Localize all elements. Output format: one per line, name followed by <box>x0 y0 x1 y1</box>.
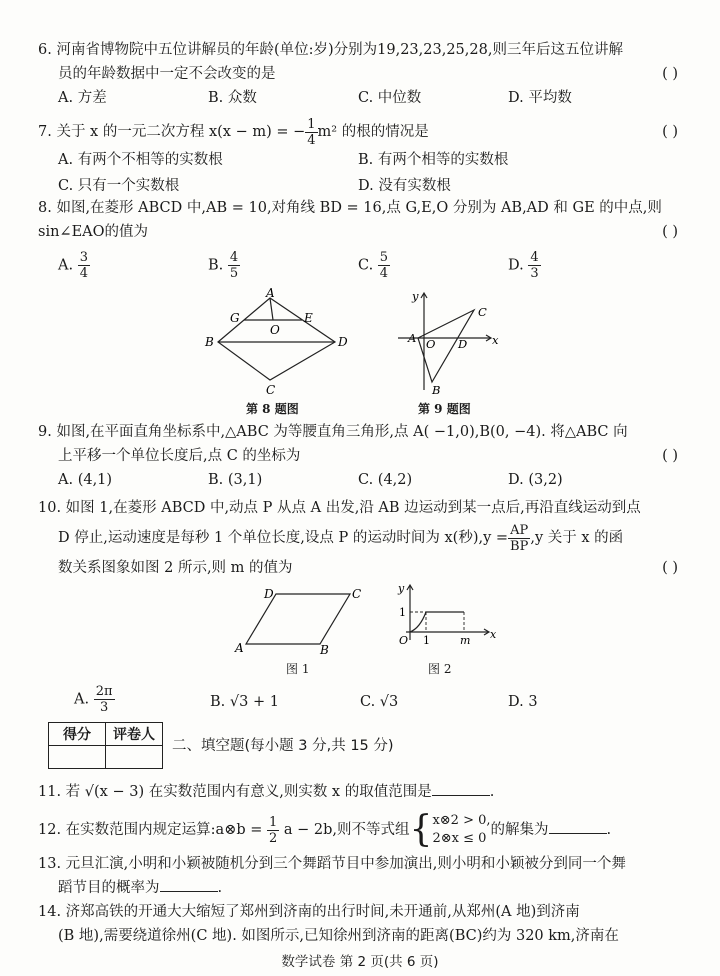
figure-8-caption: 第 8 题图 <box>246 402 299 416</box>
q6-options <box>38 86 678 112</box>
q10-line2-post: ,y 关于 x 的函 <box>530 530 624 546</box>
option-d: D. 平均数 <box>508 90 572 106</box>
option-c: C. 中位数 <box>358 90 422 106</box>
label-d: D <box>338 335 348 349</box>
figure-10-2-graph <box>388 580 498 656</box>
question-14 <box>38 900 678 948</box>
rhombus-abcd <box>246 594 350 644</box>
option-b: B. 众数 <box>208 90 257 106</box>
q7-options-row2 <box>38 174 678 196</box>
segment-ao <box>270 298 273 320</box>
q9-line1: 9. 如图,在平面直角坐标系中,△ABC 为等腰直角三角形,点 A( −1,0),B(0, −4). 将△ABC 向 <box>38 424 628 440</box>
answer-paren: ( ) <box>662 224 678 240</box>
q10-line2-pre: D 停止,运动速度是每秒 1 个单位长度,设点 P 的运动时间为 x(秒),y = <box>58 530 509 546</box>
option-c: C. (4,2) <box>358 472 413 488</box>
label-b: B <box>205 335 214 349</box>
q13-line2: 蹈节目的概率为 <box>58 880 160 896</box>
option-a: A. 方差 <box>58 90 107 106</box>
label-d: D <box>458 337 468 351</box>
answer-blank[interactable] <box>160 877 218 892</box>
q7-text-post: m² 的根的情况是 <box>317 124 429 140</box>
q12-fraction: $\frac{1}{2}$ <box>269 814 278 846</box>
label-c: C <box>352 587 362 601</box>
q10-line1: 10. 如图 1,在菱形 ABCD 中,动点 P 从点 A 出发,沿 AB 边运动到某一点后,再沿直线运动到点 <box>38 500 641 516</box>
q9-line2: 上平移一个单位长度后,点 C 的坐标为 <box>58 448 301 464</box>
question-7 <box>38 116 678 196</box>
q10-options <box>38 680 678 716</box>
label-a: A <box>408 331 417 345</box>
option-b: B. √3 + 1 <box>210 694 279 710</box>
section-2-title: 二、填空题(每小题 3 分,共 15 分) <box>172 738 394 754</box>
page-footer: 数学试卷 第 2 页(共 6 页) <box>281 954 439 970</box>
label-c: C <box>266 383 276 396</box>
label-a: A <box>266 288 275 300</box>
question-11: 11. 若 √(x − 3) 在实数范围内有意义,则实数 x 的取值范围是 . <box>38 780 678 804</box>
q6-line2: 员的年龄数据中一定不会改变的是 <box>58 66 276 82</box>
label-o: O <box>426 337 436 351</box>
q12-text-post: 的解集为 <box>490 822 549 838</box>
score-header: 得分 <box>49 723 106 746</box>
figure-8-rhombus <box>200 288 350 396</box>
label-y: y <box>412 289 419 303</box>
q10-line3: 数关系图象如图 2 所示,则 m 的值为 <box>58 560 293 576</box>
q8-line2: sin∠EAO的值为 <box>38 224 149 240</box>
figure-10-2-caption: 图 2 <box>428 662 452 676</box>
label-o: O <box>270 323 280 337</box>
question-9 <box>38 420 678 494</box>
label-b: B <box>432 383 441 397</box>
answer-paren: ( ) <box>662 124 678 140</box>
figure-9-coordinate-triangle <box>394 286 504 398</box>
q7-fraction: $\frac{1}{4}$ <box>307 116 316 148</box>
label-one-x: 1 <box>423 634 430 647</box>
label-a: A <box>235 641 244 655</box>
label-c: C <box>478 305 487 319</box>
answer-paren: ( ) <box>662 66 678 82</box>
label-b: B <box>320 643 329 656</box>
score-table <box>48 722 163 769</box>
question-6 <box>38 38 678 112</box>
option-a: A. $\frac{3}{4}$ <box>58 250 88 281</box>
answer-blank[interactable] <box>432 781 490 796</box>
label-x: x <box>492 333 499 347</box>
q7-options-row1 <box>38 148 678 174</box>
option-b: B. 有两个相等的实数根 <box>358 152 509 168</box>
option-d: D. (3,2) <box>508 472 563 488</box>
option-c: C. √3 <box>360 694 399 710</box>
q8-options <box>38 244 678 284</box>
label-e: E <box>304 311 313 325</box>
q6-line1: 6. 河南省博物院中五位讲解员的年龄(单位:岁)分别为19,23,23,25,28,则三年后这五位讲解 <box>38 42 623 58</box>
option-b: B. $\frac{4}{5}$ <box>208 250 239 281</box>
q13-line1: 13. 元旦汇演,小明和小颖被随机分到三个舞蹈节目中参加演出,则小明和小颖被分到同一个舞 <box>38 856 626 872</box>
q8-line1: 8. 如图,在菱形 ABCD 中,AB = 10,对角线 BD = 16,点 G,E,O 分别为 AB,AD 和 GE 的中点,则 <box>38 200 662 216</box>
answer-paren: ( ) <box>662 560 678 576</box>
score-cell[interactable] <box>49 746 106 769</box>
question-8 <box>38 196 678 284</box>
answer-blank[interactable] <box>549 819 607 834</box>
brace: { <box>409 809 433 850</box>
q10-fraction: $\frac{AP}{BP}$ <box>510 522 529 554</box>
inequality-system: x⊗2 > 0, 2⊗x ≤ 0 <box>432 813 491 846</box>
option-b: B. (3,1) <box>208 472 263 488</box>
option-d: D. $\frac{4}{3}$ <box>508 250 539 281</box>
option-a: A. $\frac{2\pi}{3}$ <box>74 684 113 715</box>
grader-cell[interactable] <box>106 746 163 769</box>
q12-text-pre: 12. 在实数范围内规定运算:a⊗b = <box>38 822 263 838</box>
label-o: O <box>399 634 409 647</box>
option-c: C. 只有一个实数根 <box>58 178 180 194</box>
question-12: 12. 在实数范围内规定运算:a⊗b = $\frac{1}{2}$ a − 2b,则不等式组{ x⊗2 > 0, 2⊗x ≤ 0 的解集为 . <box>38 809 612 850</box>
q14-line2: (B 地),需要绕道徐州(C 地). 如图所示,已知徐州到济南的距离(BC)约为 320 km,济南在 <box>58 928 619 944</box>
label-d: D <box>264 587 274 601</box>
q7-text-pre: 7. 关于 x 的一元二次方程 x(x − m) = − <box>38 124 306 140</box>
option-d: D. 没有实数根 <box>358 178 451 194</box>
q11-text: 11. 若 √(x − 3) 在实数范围内有意义,则实数 x 的取值范围是 <box>38 784 432 800</box>
label-y: y <box>398 582 405 595</box>
question-13: 13. 元旦汇演,小明和小颖被随机分到三个舞蹈节目中参加演出,则小明和小颖被分到同一个舞 蹈节目的概率为 . <box>38 856 626 896</box>
question-10 <box>38 496 678 580</box>
label-x: x <box>490 628 497 641</box>
option-a: A. 有两个不相等的实数根 <box>58 152 223 168</box>
label-m: m <box>460 634 471 647</box>
figure-10-1-rhombus <box>232 586 362 656</box>
graph-curve <box>410 612 426 632</box>
q9-options <box>38 468 678 494</box>
label-g: G <box>230 311 240 325</box>
option-c: C. $\frac{5}{4}$ <box>358 250 389 281</box>
q12-text-mid: a − 2b,则不等式组 <box>283 822 410 838</box>
q14-line1: 14. 济郑高铁的开通大大缩短了郑州到济南的出行时间,未开通前,从郑州(A 地)到济南 <box>38 904 580 920</box>
option-a: A. (4,1) <box>58 472 113 488</box>
figure-10-1-caption: 图 1 <box>286 662 310 676</box>
answer-paren: ( ) <box>662 448 678 464</box>
grader-header: 评卷人 <box>106 723 163 746</box>
option-d: D. 3 <box>508 694 538 710</box>
label-one-y: 1 <box>399 606 406 619</box>
figure-9-caption: 第 9 题图 <box>418 402 471 416</box>
